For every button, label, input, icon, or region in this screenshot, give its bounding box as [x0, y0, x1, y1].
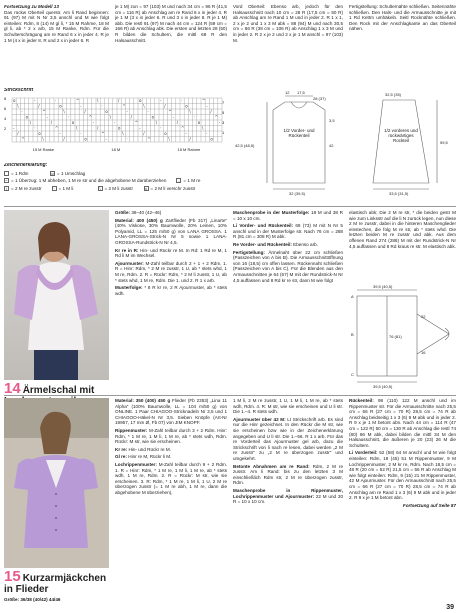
- knitting-chart: [4, 88, 229, 160]
- stitch-symbol: \: [97, 97, 99, 103]
- point-label: A: [351, 294, 354, 299]
- stitch-symbol: ·: [55, 97, 57, 103]
- instruction: Kr re in R: Hin- und Rückr re M. In Rd: 1 Rd re M, 1 Rd li M im Wechsel.: [115, 247, 227, 259]
- stitch-symbol: /: [63, 136, 65, 142]
- stitch-symbol: /: [17, 130, 19, 136]
- stitch-symbol: -: [105, 136, 107, 142]
- piece-label: 1/2 vorderes und rückwärtiges Rockteil: [384, 128, 418, 143]
- schematic-shawl: [349, 284, 456, 392]
- model15-col-a: [115, 398, 227, 608]
- instruction: Li Vorderteil: 52 (58) 64 M anschl und M wie folgt einteilen: Rdm, 19 (45) 51 M Rippenmuster, 9 M Lochrippenmuster, 2 M kr re, Rdm. Nach 18,5 cm = 48 R (20 cm = 52 R) 21,5 cm = 56 R ab Anschlag M wie folgt einteilen: Rdm, 9 (15) 21 M Rippenmuster, 42 M Ajourmuster. Für den Armausschnitt nach 25,5 cm = 66 R (27 cm = 70 R) 28,5 cm = 74 R ab Anschlag am re Rand 1 x 3 (6) 9 M abk und in jeder 2. R 9 x je 1 M betont abn.: [349, 450, 456, 501]
- stitch-symbol: -: [126, 108, 128, 114]
- chart-row-numbers-left: [4, 96, 10, 136]
- chart-label: 15 M Rahme: [177, 146, 201, 152]
- symbol-knit: -: [178, 178, 180, 184]
- model-title: Kurzarmjäckchen in Flieder: [4, 573, 107, 595]
- stitch-symbol: \: [122, 130, 124, 136]
- instruction: Re Vorder- und Rückenteil: Ebenso arb.: [233, 241, 318, 247]
- piece-label: 1/2 Vorder- und Rückenteil: [283, 128, 315, 138]
- symbol-p2tog: \: [99, 186, 101, 192]
- stitch-symbol: -: [59, 130, 61, 136]
- instruction: Fertigstellung: Ärmelnaht über 22 cm schließen (Passzeichen von A bis B). Die Armausschnittöffnung von 16 (18,5) cm offen lassen. Rückennaht schließen (Passzeichen von A bis C). Für die Blenden aus den Armausschnitten je 64 (67) M mit der Rundstrick-N Nr 4,5 auffassen und 8 Rd kr re str, dann M wie folgt: [233, 249, 343, 283]
- stitch-symbol: -: [139, 125, 141, 131]
- stitch-symbol: ·: [160, 125, 162, 131]
- legend-item: / = 2 M re zusstr: [5, 185, 42, 192]
- stitch-symbol: ^: [55, 125, 59, 131]
- instruction: Li Vorder- und Rückenteil: 69 (73) M mit N Nr 5 anschl und in der Musterfolge str. Nach 76 cm = 288 R (81 cm = 308 R) M abk.: [233, 223, 343, 240]
- stitch-symbol: -: [13, 125, 15, 131]
- model14-col-a: [115, 210, 227, 390]
- stitch-symbol: \: [189, 108, 191, 114]
- point-label: B: [351, 332, 354, 337]
- symbol-p2tog-tbl: x: [145, 186, 148, 192]
- stitch-symbol: ·: [193, 114, 195, 120]
- schematic-dress: [233, 88, 456, 203]
- chart-bottom-labels: [4, 147, 229, 153]
- stitch-symbol: /: [130, 114, 132, 120]
- row-number: 3: [222, 120, 225, 125]
- model15-photo-drawing: [4, 398, 109, 568]
- legend-item: \ = 2 M li zusstr: [99, 185, 133, 192]
- instruction: Kr re: Hin- und Rückr re M.: [115, 446, 171, 452]
- paragraph: Das rückw Oberteil querstr. Am li Rand beginnen: 91 (97) M mit N Nr 3,5 anschl und M wie folgt einteilen: Rdm, 8 (14) M gl li, * 15 M Rahme, 18 M gl li, ab * 2 x arb, 15 M Ranke, Rdm. Für die Schulterschrägung am re Rand 6 x in jeder 4. R je 1 M (4 x in jeder 8. R und 2 x in jeder 6. R: [4, 9, 109, 43]
- stitch-symbol: o: [151, 114, 155, 120]
- dim-label: 76 (81): [389, 334, 402, 339]
- dim-label: 42,5 (48,5): [235, 143, 255, 148]
- stitch-symbol: -: [206, 103, 208, 109]
- stitch-symbol: ^: [101, 130, 105, 136]
- stitch-symbol: -: [92, 119, 95, 125]
- dim-label: 39,5 (40,5): [373, 384, 393, 389]
- row-number: 2: [4, 126, 7, 131]
- chart-label: 15 M Ranke: [32, 146, 55, 152]
- stitch-symbol: -: [172, 114, 175, 120]
- model-title: Ärmelschal mit: [22, 385, 95, 396]
- stitch-symbol: ·: [34, 125, 36, 131]
- col3-top: [233, 4, 343, 86]
- stitch-symbol: ^: [168, 108, 172, 114]
- dim-label: 32 (39,5): [289, 191, 306, 196]
- schematic-shawl-drawing: [349, 284, 456, 392]
- legend-item: - = 1 M re: [178, 178, 201, 184]
- chart-label: 18 M: [111, 146, 121, 152]
- model14-col-c: [349, 210, 456, 280]
- dim-label: 39,5 (40,5): [373, 284, 393, 289]
- stitch-symbol: /: [189, 136, 191, 142]
- row-number: 8: [4, 96, 7, 101]
- paragraph: je 1 M) zun = 97 (103) M und nach 34 cm = 96 R (41,5 cm = 116 R) ab Anschlag am re Rand 6 x in jeder 4. R je 1 M (3 x in jeder 6. R und 3 x in jeder 8. R je 1 M) abb. Die restl 91 (97) M nach 44 cm = 124 R (59 cm = 166 R) ab Anschlag abk. Die ersten und letzten 28 (50) R bilden die Schultern, die mittl 68 R den Halsausschnitt.: [115, 4, 227, 43]
- legend-item: = 1 Rdm: [4, 171, 40, 177]
- legend-title: Zeichenerklärung:: [4, 163, 48, 168]
- instruction: elastisch abk: Die 2 M re str, * die beiden gestr M wie zum Linksstr auf die li N zurück legen, nun diese 2 M re zusstr, dabei in die hinteren Maschenglieder einstechen, die folg M re str, ab * stets whd. Die letzten beiden M re zusstr und abk. Aus dem offenen Rand 274 (288) M mit der Rundstrick-N Nr 4,5 auffassen und 8 Rd kraus re str. M elastisch abk.: [349, 210, 456, 249]
- stitch-symbol: ^: [21, 136, 25, 142]
- instruction: Ajourmuster über 42 M: Lt Strickschrift arb. Es sind nur die Hinr gezeichnet. In den Rückr die M str, wie sie erscheinen bzw wie in der Zeichenerklärung angegeben und U li str. Die 1.–56. R 1 x arb. Für das re Vorderteil das Ajourmuster gel arb, dazu die Strickschrift von li nach re lesen, dabei werden „2 M re zusstr" zu „2 M re überzogen zusstr" und umgekehrt.: [233, 416, 343, 461]
- dim-label: 32,5 (35): [385, 92, 402, 97]
- legend-item: ^ = 1 Überzug: 1 M abheben, 1 M re str und die abgehobene M darüberziehen: [5, 178, 167, 184]
- instruction: Material: 350 (400) 450 g Flieder (Fb 2353) „Lina 11 Alpha" (100% Baumwolle, LL = 104 m/50 g) von ONLINE. 1 Paar CHIAGOO-Stricknadeln Nr 3,5 und 1 CHIAGOO-Häkel-N Nr 3,5. Sieben Knöpfe (Art-Nr 19957, 17 mm Ø, Fb 07) von JIM KNOPF.: [115, 398, 227, 426]
- stitch-symbol: \: [143, 103, 145, 109]
- stitch-symbol: /: [143, 130, 145, 136]
- stitch-symbol: /: [164, 103, 166, 109]
- continued-note: Fortsetzung auf Seite 87: [402, 502, 456, 508]
- paragraph: Fertigstellung: Schulternähte schließen. Seitennähte schließen. Den Hals- und die Armausschnitte je mit 1 Rd Kettm umhäkeln. Seitl Rocknähte schließen. Den Rock mit der Anschlagkante an das Oberteil nähen.: [349, 4, 456, 32]
- section-divider: [4, 206, 456, 207]
- dim-label: 17,5: [297, 90, 305, 95]
- stitch-symbol: o: [38, 130, 41, 136]
- stitch-symbol: -: [34, 97, 36, 103]
- stitch-symbol: ^: [214, 114, 218, 120]
- stitch-symbol: -: [80, 103, 82, 109]
- row-number: 4: [4, 116, 7, 121]
- stitch-symbol: -: [185, 130, 187, 136]
- instruction: Maschenprobe in Rippenmuster, Lochrippenmuster und Ajourmuster: 22 M und 30 R = 10 x 10 cm.: [233, 487, 343, 505]
- stitch-symbol: o: [210, 136, 213, 142]
- row-number: 1: [222, 130, 225, 135]
- stitch-symbol: ·: [21, 108, 23, 114]
- dim-label: 59,5: [440, 140, 448, 145]
- stitch-symbol: o: [13, 97, 16, 103]
- stitch-symbol: o: [118, 125, 121, 131]
- model14-photo: [4, 210, 109, 380]
- stitch-symbol: ·: [113, 119, 116, 125]
- stitch-symbol: /: [118, 97, 120, 103]
- row-number: 5: [222, 110, 225, 115]
- stitch-symbol: \: [168, 136, 170, 142]
- stitch-symbol: ^: [202, 97, 206, 103]
- model15-col-c: [349, 398, 456, 598]
- instruction: Rippenmuster: M-Zahl teilbar durch 3 + 2 Rdm. Hinr: Rdm, * 1 M re, 1 M li, 1 M re, ab * stets wdh, Rdm. Rückr: M str, wie sie erscheinen.: [115, 427, 227, 445]
- symbol-k2tog: /: [5, 186, 8, 192]
- symbol-ueberzug: ^: [5, 178, 8, 184]
- stitch-symbol: /: [210, 108, 212, 114]
- page-number: 39: [446, 604, 454, 612]
- dim-label: 3,5: [329, 118, 335, 123]
- stitch-symbol: o: [25, 114, 29, 120]
- instruction: Rückenteil: 98 (110) 122 M anschl und im Rippenmuster str. Für die Armausschnitte nach 25,5 cm = 66 R (27 cm = 70 R) 28,5 cm = 74 R ab Anschlag beidseitig 1 x 3 (6) 9 M abk und in jeder 2. R 9 x je 1 M betont abn. Nach 44 cm = 114 R (47 cm = 122 R) 50 cm = 130 R ab Anschlag die restl 74 (80) 86 M abk, dabei bilden die mittl 34 M den Halsausschnitt, die äußeren je 20 (23) 26 M die Schultern.: [349, 398, 456, 448]
- stitch-symbol: \: [29, 119, 32, 125]
- stitch-symbol: ^: [88, 114, 92, 120]
- stitch-symbol: ·: [181, 97, 183, 103]
- model-number: 14: [4, 382, 21, 397]
- stitch-symbol: ·: [101, 103, 103, 109]
- model-size: Größe: 36/38 (40/42) 44/46: [4, 597, 61, 602]
- instruction: Maschenprobe in der Musterfolge: 18 M und 38 R = 10 x 10 cm.: [233, 210, 343, 221]
- instruction: Lochrippenmuster: M-Zahl teilbar durch 9 + 2 Rdm. 1. R = Hinr: Rdm, * 1 M re, 1 M li, 1 M re, ab * stets wdh, 1 M re, Rdm. 2. R = Rückr: M str, wie sie erscheinen. 3. R: Rdm, * 1 M re, 1 M li, 1 U, 2 M re überzogen zusstr (= 1 M re abh, 1 M re, dann die abgehobene M überziehen),: [115, 461, 227, 495]
- stitch-symbol: ·: [67, 114, 69, 120]
- stitch-symbol: ^: [76, 97, 80, 103]
- stitch-symbol: \: [109, 114, 111, 120]
- model14-photo-drawing: [4, 210, 109, 380]
- continuation-header: Fortsetzung zu Modell 13: [4, 4, 59, 9]
- dim-label: 16: [421, 350, 426, 355]
- stitch-symbol: ^: [122, 103, 126, 109]
- legend-item: · = 1 M li: [53, 185, 74, 192]
- instruction: Material: 400 (450) g Zartflieder (Fb 317) „Linarte" (40% Viskose, 30% Baumwolle, 20% Leinen, 10% Polyamid, LL = 125 m/50 g) von LANA GROSSA. 1 LANA-GROSSA-Strick-N Nr 5 sowie 1 LANA-GROSSA-Rundstrick-N Nr 4,5.: [115, 217, 227, 245]
- instruction: Gl re: Hinr re M, Rückr li M.: [115, 454, 172, 460]
- stitch-symbol: o: [71, 119, 75, 125]
- stitch-symbol: ^: [147, 136, 151, 142]
- stitch-symbol: o: [139, 97, 142, 103]
- stitch-symbol: o: [197, 119, 201, 125]
- stitch-symbol: o: [84, 136, 87, 142]
- chart-row-numbers-right: [222, 100, 228, 140]
- symbol-umschlag: o: [51, 170, 54, 176]
- point-label: C: [351, 372, 354, 377]
- stitch-symbol: /: [84, 108, 86, 114]
- stitch-symbol: \: [76, 125, 78, 131]
- schematic-dress-drawing: [233, 88, 456, 203]
- model15-title: [4, 570, 109, 610]
- stitch-symbol: o: [164, 130, 167, 136]
- chart-grid: [4, 96, 229, 146]
- dim-label: 33,5 (31,5): [389, 191, 409, 196]
- stitch-symbol: -: [46, 114, 49, 120]
- legend-items: [4, 171, 229, 192]
- stitch-symbol: ·: [126, 136, 128, 142]
- stitch-symbol: \: [17, 103, 19, 109]
- instruction: Betonte Abnahmen am re Rand: Rdm, 2 M re zusstr. Am li Rand: bis zu den letzten 3 M einschließlich Rdm str, 2 M re überzogen zusstr, Rdm.: [233, 463, 343, 486]
- symbol-edge-stitch: [4, 171, 9, 176]
- col1-top: [4, 4, 109, 86]
- stitch-symbol: -: [160, 97, 162, 103]
- stitch-symbol: ^: [134, 119, 139, 125]
- stitch-symbol: o: [105, 108, 108, 114]
- symbol-purl: ·: [53, 186, 55, 192]
- stitch-symbol: ^: [42, 108, 46, 114]
- dim-label: 22: [421, 314, 426, 319]
- legend-item: x = 2 M li verschr zusstr: [145, 185, 196, 192]
- stitch-symbol: o: [185, 103, 188, 109]
- stitch-symbol: /: [38, 103, 40, 109]
- row-number: 6: [4, 106, 7, 111]
- instruction: Größe: 36–40 (42–46): [115, 210, 162, 215]
- dim-label: 28 (37): [313, 96, 326, 101]
- model-number: 15: [4, 570, 21, 585]
- section-divider: [4, 395, 456, 396]
- stitch-symbol: o: [59, 103, 62, 109]
- legend-item: o = 1 Umschlag: [51, 170, 86, 176]
- stitch-symbol: -: [218, 119, 221, 125]
- col2-top: [115, 4, 227, 86]
- model14-col-b: [233, 210, 343, 390]
- instruction: Musterfolge: * 8 R kr re, 2 R Ajourmuster, ab * stets wdh.: [115, 285, 227, 296]
- stitch-symbol: \: [202, 125, 204, 131]
- stitch-symbol: ^: [181, 125, 185, 131]
- model15-photo: [4, 398, 109, 568]
- row-number: 7: [222, 100, 225, 105]
- stitch-symbol: ·: [80, 130, 82, 136]
- stitch-symbol: ·: [206, 130, 208, 136]
- dim-label: 42: [329, 143, 334, 148]
- model15-col-b: [233, 398, 343, 608]
- stitch-symbol: ·: [147, 108, 149, 114]
- stitch-symbol: /: [176, 119, 179, 125]
- legend: [4, 163, 229, 203]
- paragraph: Vord Oberteil: Ebenso arb, jedoch für den Halsausschnitt nach 10 cm = 28 R (17,5 cm = 50 R) ab Anschlag am re Rand 1 M und in jeder 2. R 1 x 1, 2 x je 2 und 1 x 3 M abk = 88 (94) M und nach 30,5 cm = 86 R (38 cm = 106 R) ab Anschlag 1 x 3 M und in jeder 2. R 2 x je 2 und 2 x je 1 M anschl = 97 (103) M.: [233, 4, 343, 43]
- instruction: 1 M li, 2 M re zusstr, 1 U, 1 M li, 1 M re, ab * stets wdh, Rdm. 4. R: M str, wie sie erscheinen und U li str. Die 1.–4. R stets wdh.: [233, 398, 343, 415]
- stitch-symbol: /: [50, 119, 53, 125]
- col4-top: [349, 4, 456, 86]
- stitch-symbol: \: [63, 108, 65, 114]
- instruction: Ajourmuster: M-Zahl teilbar durch 2 + 1 + 2 Rdm. 1. R = Hinr: Rdm, * 2 M re zusstr, 1 U, ab * stets whd, 1 M re, Rdm. 2. R = Rückr: Rdm, * 2 M li zusstr, 1 U, ab * stets whd, 1 M re, Rdm. Die 1. und 2. R 1 x arb.: [115, 260, 227, 283]
- chart-title: Strickschrift: [4, 88, 34, 93]
- stitch-symbol: \: [42, 136, 44, 142]
- stitch-symbol: /: [97, 125, 99, 131]
- dim-label: 12: [285, 90, 290, 95]
- stitch-symbol: \: [155, 119, 158, 125]
